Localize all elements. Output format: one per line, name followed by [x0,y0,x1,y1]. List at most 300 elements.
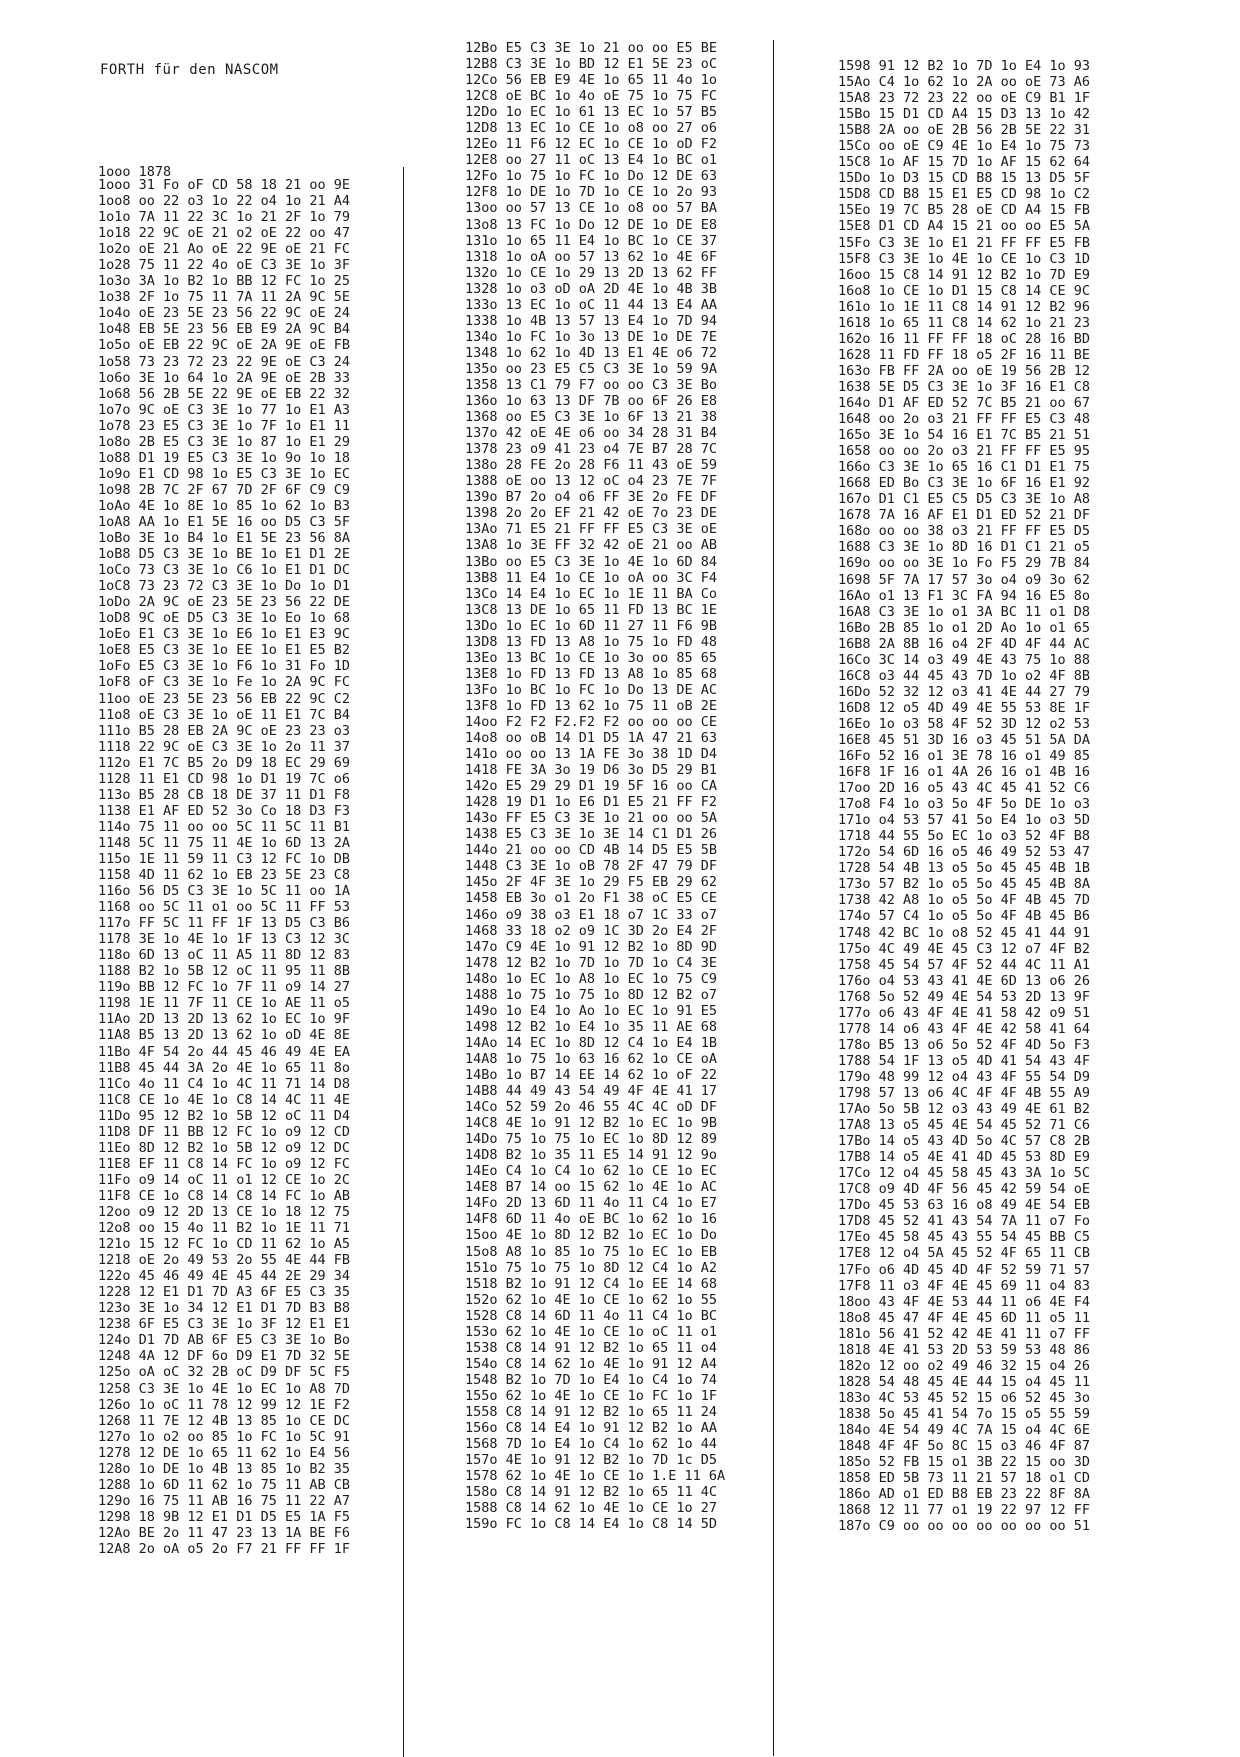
row-bytes: E5 29 29 D1 19 5F 16 oo [505,778,693,795]
row-checksum: 9D [700,938,717,955]
row-address: 156o [465,1420,498,1437]
hex-row [838,1197,1090,1213]
row-address: 13E8 [465,665,498,682]
hex-row [98,1332,350,1348]
row-bytes: 1o 75 1o 63 16 62 1o CE [505,1050,693,1067]
hex-row [465,233,725,249]
row-address: 16Bo [838,619,871,636]
row-bytes: 9C oE C3 3E 1o 77 1o E1 [138,401,326,418]
row-address: 131o [465,232,498,249]
row-bytes: o9 12 2D 13 CE 1o 18 12 [138,1204,326,1220]
hex-row [838,427,1090,443]
row-address: 1188 [98,963,131,980]
row-address: 1218 [98,1252,131,1269]
row-checksum: o1 [700,152,717,169]
row-checksum: oE [1073,1181,1090,1198]
row-checksum: 63 [700,730,717,747]
row-checksum: AA [700,1420,717,1437]
row-checksum: C9 [333,481,350,498]
row-bytes: C3 3E 1o E1 21 FF FF E5 [878,234,1066,251]
row-bytes: 3E 1o 34 12 E1 D1 7D B3 [138,1300,326,1317]
row-bytes: 75 11 oo oo 5C 11 5C 11 [138,818,326,835]
row-bytes: C8 14 91 12 B2 1o 65 11 [505,1339,693,1356]
row-checksum: oE [700,521,717,538]
row-bytes: C3 3E 1o 8D 16 D1 C1 21 [878,539,1066,556]
row-bytes: 6F E5 C3 3E 1o 3F 12 E1 [138,1316,326,1333]
row-address: 15Eo [838,202,871,219]
row-address: 1o68 [98,385,131,402]
row-checksum: F5 [333,1364,350,1381]
row-address: 1768 [838,988,871,1005]
row-checksum: C2 [1073,186,1090,203]
row-checksum: FC [333,1155,350,1172]
hex-row [838,1101,1090,1117]
row-address: 17Eo [838,1229,871,1246]
hex-row [98,610,350,626]
hex-row [465,1260,725,1276]
hex-row [838,860,1090,876]
row-bytes: oE C3 3E 1o oE 11 E1 7C [138,706,326,723]
row-bytes: 1o 3E FF 32 42 oE 21 oo [505,537,693,554]
row-bytes: 1o 62 1o 4D 13 E1 4E o6 [505,344,693,361]
row-checksum: BD [1073,330,1090,347]
hex-row [465,1099,725,1115]
row-bytes: 54 6D 16 o5 46 49 52 53 [878,844,1066,861]
row-bytes: B2 1o 91 12 C4 1o EE 14 [505,1275,693,1292]
row-bytes: C8 14 91 12 B2 1o 65 11 [505,1484,693,1501]
row-bytes: 95 12 B2 1o 5B 12 oC 11 [138,1107,326,1124]
row-address: 1288 [98,1476,131,1493]
row-checksum: o1 [700,1323,717,1340]
row-address: 1o18 [98,225,131,242]
row-address: 13Eo [465,649,498,666]
row-address: 1688 [838,539,871,556]
row-bytes: C3 3E 1o 65 16 C1 D1 E1 [878,459,1066,476]
row-bytes: 48 99 12 o4 43 4F 55 54 [878,1068,1066,1085]
row-address: 164o [838,394,871,411]
hex-row [838,475,1090,491]
hex-row [465,1179,725,1195]
row-bytes: 2F 1o 75 11 7A 11 2A 9C [138,289,326,306]
row-address: 15Fo [838,234,871,251]
row-address: 155o [465,1387,498,1404]
row-checksum: 47 [333,225,350,242]
row-checksum: EA [333,1043,350,1060]
row-bytes: oE BC 1o 4o oE 75 1o 75 [505,88,693,105]
row-checksum: C9 [700,970,717,987]
row-checksum: E8 [700,216,717,233]
row-bytes: 71 E5 21 FF FF E5 C3 3E [505,521,693,538]
row-checksum: 5C [1073,1165,1090,1182]
row-checksum: 27 [333,979,350,996]
row-address: 153o [465,1323,498,1340]
row-checksum: A2 [700,1259,717,1276]
row-address: 125o [98,1364,131,1381]
hex-row [465,1308,725,1324]
row-address: 172o [838,844,871,861]
row-checksum: D9 [1073,1068,1090,1085]
row-address: 1338 [465,312,498,329]
hex-row [465,794,725,810]
row-address: 15D8 [838,186,871,203]
hex-row [838,363,1090,379]
row-address: 11F8 [98,1187,131,1204]
row-checksum: 8o [1073,587,1090,604]
row-bytes: 2D 13 2D 13 62 1o EC 1o [138,1011,326,1028]
hex-row [98,514,350,530]
row-address: 12B8 [465,56,498,73]
hex-row [98,819,350,835]
hex-row [465,1147,725,1163]
hex-row [98,1140,350,1156]
row-checksum: o5 [333,995,350,1012]
row-address: 1448 [465,858,498,875]
hex-column-3 [838,58,1090,1534]
row-bytes: C3 3E 1o o1 3A BC 11 o1 [878,603,1066,620]
row-checksum: A3 [333,401,350,418]
row-address: 178o [838,1036,871,1053]
row-checksum: A6 [1073,74,1090,91]
hex-row [98,498,350,514]
row-checksum: 16 [700,1211,717,1228]
row-address: 16Fo [838,748,871,765]
row-bytes: oo 15 4o 11 B2 1o 1E 11 [138,1220,326,1237]
row-address: 1o58 [98,353,131,370]
row-checksum: 5D [1073,812,1090,829]
row-address: 158o [465,1484,498,1501]
hex-column-2 [465,40,725,1532]
row-bytes: 1o CE 1o 29 13 2D 13 62 [505,264,693,281]
row-checksum: 9o [700,1147,717,1164]
row-address: 16C8 [838,667,871,684]
row-bytes: 12 oo o2 49 46 32 15 o4 [878,1357,1066,1374]
row-bytes: B7 14 oo 15 62 1o 4E 1o [505,1179,693,1196]
hex-row [465,168,725,184]
row-bytes: 3E 1o 4E 1o 1F 13 C3 12 [138,931,326,948]
row-address: 13Do [465,617,498,634]
hex-row [98,305,350,321]
row-checksum: 68 [700,1275,717,1292]
hex-row [838,1245,1090,1261]
hex-row [838,1310,1090,1326]
row-bytes: oo 27 11 oC 13 E4 1o BC [505,152,693,169]
row-bytes: 1o B7 14 EE 14 62 1o oF [505,1067,693,1083]
row-checksum: AA [700,296,717,313]
row-bytes: 4o 11 C4 1o 4C 11 71 14 [138,1075,326,1092]
row-checksum: CD [1073,1470,1090,1487]
row-address: 135o [465,360,498,377]
row-address: 12Ao [98,1524,131,1541]
row-address: 16D8 [838,699,871,716]
row-checksum: 59 [1073,1405,1090,1422]
row-bytes: E1 C3 3E 1o E6 1o E1 E3 [138,626,326,643]
hex-row [465,1420,725,1436]
row-checksum: 73 [1073,138,1090,155]
row-address: 1718 [838,828,871,845]
row-checksum: 94 [700,312,717,329]
row-address: 14Bo [465,1067,498,1083]
row-address: 14Do [465,1131,498,1148]
row-bytes: 7A 16 AF E1 D1 ED 52 21 [878,507,1066,524]
row-address: 1588 [465,1500,498,1517]
row-address: 13oo [465,200,498,217]
row-bytes: oA oC 32 2B oC D9 DF 5C [138,1364,326,1381]
row-address: 14Co [465,1099,498,1116]
row-address: 1ooo [98,177,131,193]
hex-row [465,1452,725,1468]
hex-row [465,1067,725,1083]
hex-row [838,796,1090,812]
hex-row [98,225,350,241]
row-address: 1788 [838,1052,871,1069]
hex-row [465,1003,725,1019]
row-bytes: 1E 11 59 11 C3 12 FC 1o [138,850,326,867]
row-address: 12E8 [465,152,498,169]
row-bytes: 1o 4B 13 57 13 E4 1o 7D [505,312,693,329]
hex-row [465,313,725,329]
hex-row [98,482,350,498]
hex-row [98,337,350,353]
hex-row [838,1021,1090,1037]
row-bytes: AD o1 ED B8 EB 23 22 8F [878,1486,1066,1503]
row-address: 1o5o [98,337,131,354]
row-bytes: 54 48 45 4E 44 15 o4 45 [878,1373,1066,1390]
row-address: 13Ao [465,521,498,538]
row-bytes: 45 58 45 43 55 54 45 BB [878,1229,1066,1246]
row-bytes: 15 C8 14 91 12 B2 1o 7D [878,266,1066,283]
hex-row [838,443,1090,459]
row-checksum: B5 [700,104,717,121]
row-bytes: 56 EB E9 4E 1o 65 11 4o [505,72,693,89]
row-address: 1oD8 [98,610,131,627]
hex-row [98,434,350,450]
row-checksum: 2F [700,922,717,939]
row-bytes: 3E 1o 64 1o 2A 9E oE 2B [138,369,326,386]
row-bytes: 4E 41 53 2D 53 59 53 48 [878,1341,1066,1358]
row-address: 122o [98,1268,131,1285]
row-address: 13Fo [465,681,498,698]
row-bytes: 14 EC 1o 8D 12 C4 1o E4 [505,1034,693,1051]
row-address: 1oBo [98,530,131,547]
row-checksum: CE [700,713,717,730]
row-address: 17C8 [838,1181,871,1198]
row-address: 112o [98,754,131,771]
hex-row [838,1165,1090,1181]
hex-row [98,1461,350,1477]
row-bytes: 11 F6 12 EC 1o CE 1o oD [505,136,693,153]
row-bytes: oo 22 o3 1o 22 o4 1o 21 [138,193,326,210]
hex-row [98,691,350,707]
row-address: 11Co [98,1075,131,1092]
row-checksum: F6 [333,1524,350,1541]
row-address: 17oo [838,780,871,797]
row-checksum: C8 [1073,378,1090,395]
row-bytes: 3E 1o 54 16 E1 7C B5 21 [878,427,1066,444]
row-address: 163o [838,362,871,379]
row-address: 1618 [838,314,871,331]
hex-row [838,1454,1090,1470]
hex-row [465,1211,725,1227]
row-checksum: CA [700,778,717,795]
row-address: 15F8 [838,250,871,267]
row-bytes: oo 57 13 CE 1o o8 oo 57 [505,200,693,217]
hex-row [98,1124,350,1140]
row-checksum: DC [333,1412,350,1429]
row-checksum: B6 [333,915,350,932]
row-checksum: D5 [1073,523,1090,540]
row-bytes: 2A oo oE 2B 56 2B 5E 22 [878,122,1066,139]
row-address: 1o98 [98,481,131,498]
row-address: 1428 [465,794,498,811]
row-address: 1168 [98,899,131,916]
row-checksum: 48 [700,633,717,650]
row-checksum: A1 [1073,956,1090,973]
row-address: 11Fo [98,1171,131,1188]
row-bytes: 12 o4 5A 45 52 4F 65 11 [878,1245,1066,1262]
row-checksum: 5E [333,289,350,306]
hex-row [98,835,350,851]
row-address: 121o [98,1236,131,1253]
row-bytes: 2D 13 6D 11 4o 11 C4 1o [505,1195,693,1212]
hex-row [98,1445,350,1461]
row-address: 17F8 [838,1277,871,1294]
hex-row [838,780,1090,796]
row-address: 1oCo [98,562,131,579]
row-checksum: 92 [1073,475,1090,492]
row-address: 1748 [838,924,871,941]
hex-row [838,507,1090,523]
row-bytes: o1 13 F1 3C FA 94 16 E5 [878,587,1066,604]
row-checksum: 1F [333,1540,350,1557]
hex-row [465,1484,725,1500]
row-address: 12Do [465,104,498,121]
row-checksum: 5F [333,513,350,530]
hex-row [98,739,350,755]
row-bytes: oo 5C 11 o1 oo 5C 11 FF [138,899,326,916]
row-address: 17B8 [838,1149,871,1166]
row-bytes: CE 1o 4E 1o C8 14 4C 11 [138,1091,326,1108]
hex-row [465,1195,725,1211]
row-address: 18o8 [838,1309,871,1326]
hex-row [98,257,350,273]
row-address: 186o [838,1486,871,1503]
row-address: 11oo [98,690,131,707]
hex-row [465,1227,725,1243]
hex-row [98,289,350,305]
row-bytes: oo oE C9 4E 1o E4 1o 75 [878,138,1066,155]
row-checksum: C6 [1073,1117,1090,1134]
hex-row [838,604,1090,620]
row-address: 1oDo [98,594,131,611]
row-checksum: 1D [333,658,350,675]
hex-row [465,457,725,473]
row-bytes: E5 C3 3E 1o 21 oo oo E5 [505,40,693,56]
hex-row [838,1326,1090,1342]
hex-row [98,723,350,739]
hex-row [838,523,1090,539]
row-bytes: C3 3E 1o BD 12 E1 5E 23 [505,56,693,73]
row-checksum: 9C [1073,282,1090,299]
hex-row [98,1493,350,1509]
row-address: 1o8o [98,433,131,450]
row-bytes: B5 28 EB 2A 9C oE 23 23 [138,722,326,739]
row-bytes: 45 47 4F 4E 45 6D 11 o5 [878,1309,1066,1326]
row-address: 127o [98,1428,131,1445]
row-address: 1148 [98,834,131,851]
row-bytes: BE 2o 11 47 23 13 1A BE [138,1524,326,1541]
row-bytes: 14 o5 4E 41 4D 45 53 8D [878,1149,1066,1166]
row-bytes: 45 46 49 4E 45 44 2E 29 [138,1268,326,1285]
hex-row [465,634,725,650]
row-checksum: 38 [700,409,717,426]
row-checksum: 88 [1073,651,1090,668]
row-address: 161o [838,298,871,315]
hex-row [838,1486,1090,1502]
hex-row [98,787,350,803]
row-checksum: 5A [1073,218,1090,235]
row-checksum: 3o [1073,1389,1090,1406]
row-bytes: 28 FE 2o 28 F6 11 43 oE [505,457,693,474]
row-checksum: 87 [1073,1438,1090,1455]
hex-row [838,716,1090,732]
row-bytes: oF C3 3E 1o Fe 1o 2A 9C [138,674,326,691]
row-checksum: F2 [333,1396,350,1413]
row-checksum: FB [333,337,350,354]
row-address: 12oo [98,1204,131,1220]
hex-row [465,152,725,168]
row-checksum: 17 [700,1083,717,1100]
row-checksum: 2A [333,834,350,851]
row-address: 13D8 [465,633,498,650]
row-address: 11Eo [98,1139,131,1156]
hex-row [465,377,725,393]
row-address: 1578 [465,1468,498,1485]
row-address: 11Do [98,1107,131,1124]
row-bytes: C8 14 62 1o 4E 1o CE 1o [505,1500,693,1517]
row-bytes: DF 11 BB 12 FC 1o o9 12 [138,1123,326,1140]
hex-row [838,1053,1090,1069]
row-checksum: FC [333,674,350,691]
hex-row [465,874,725,890]
row-checksum: 23 [1073,314,1090,331]
row-checksum: 65 [1073,619,1090,636]
row-checksum: 27 [700,1500,717,1517]
row-checksum: 62 [1073,571,1090,588]
row-checksum: 26 [1073,972,1090,989]
row-checksum: 93 [1073,58,1090,74]
hex-row [838,74,1090,90]
row-checksum: BA [700,200,717,217]
row-address: 17Fo [838,1261,871,1278]
row-address: 16Ao [838,587,871,604]
row-bytes: 4F 54 2o 44 45 46 49 4E [138,1043,326,1060]
row-bytes: 11 E1 CD 98 1o D1 19 7C [138,770,326,787]
row-bytes: 9C oE D5 C3 3E 1o Eo 1o [138,610,326,627]
hex-row [838,748,1090,764]
hex-row [838,700,1090,716]
row-address: 1388 [465,473,498,490]
row-checksum: 16 [1073,764,1090,781]
row-bytes: C3 3E 1o oB 78 2F 47 79 [505,858,693,875]
row-checksum: 6F [700,248,717,265]
row-address: 166o [838,459,871,476]
row-bytes: E5 C3 3E 1o F6 1o 31 Fo [138,658,326,675]
row-address: 182o [838,1357,871,1374]
hex-row [98,1076,350,1092]
row-checksum: A4 [333,193,350,210]
row-bytes: 56 2B 5E 22 9E oE EB 22 [138,385,326,402]
hex-row [98,1044,350,1060]
